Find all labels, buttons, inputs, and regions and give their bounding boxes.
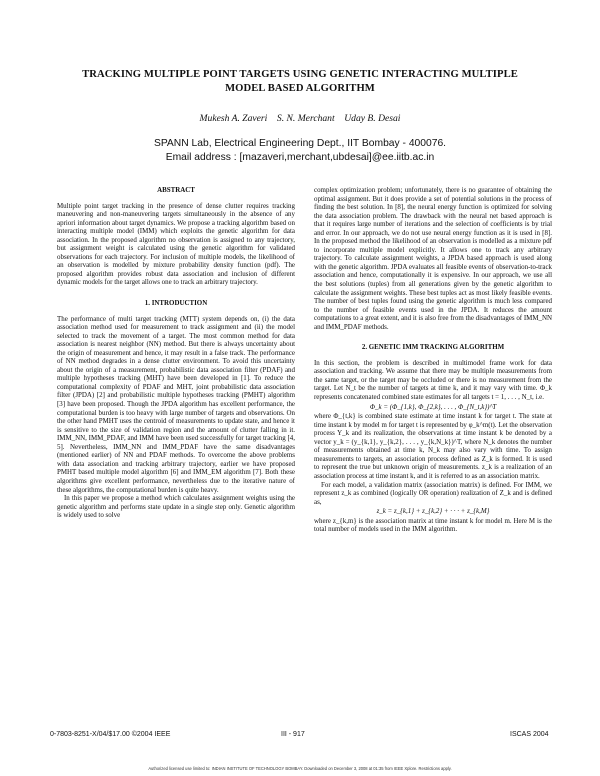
left-column	[57, 186, 295, 520]
section-2-paragraph-2: where Φ_{t,k} is combined state estimate at time instant k for target t. The state at time instant k by model m for target t is represented by φ_k^m(t). Let the observation process Y_k and its realization, the observations at time instant k be denoted by a vector y_k = (y_{k,1}, y_{k,2}, . . . , y_{k,N_k})^T, where N_k denotes the number of measurements obtained at time k, N_k may also vary with time. To assign measurements to targets, an association process defined as Z_k is formed. It is used to represent the true but unknown origin of measurements. z_k is a realization of an association process at time instant k, and it is referred to as an association matrix.	[314, 412, 552, 480]
abstract-text: Multiple point target tracking in the presence of dense clutter requires tracking maneuvering and non-maneuvering targets simultaneously in the absence of any apriori information about target dynamics. We propose a tracking algorithm based on interacting multiple model (IMM) which exploits the genetic algorithm for data association. In the proposed algorithm no observation is assigned to any trajectory, but assignment weight is calculated using the genetic algorithm for validated observations for each trajectory. For inclusion of multiple models, the likelihood of an observation is modelled by mixture probability density function (pdf). The proposed algorithm provides robust data association and inclusion of different dynamic models for the target allows one to track an arbitrary trajectory.	[57, 201, 295, 287]
introduction-paragraph-2: In this paper we propose a method which calculates assignment weights using the genetic algorithm and performs state update in a single step only. Genetic algorithm is widely used to solve	[57, 494, 295, 520]
right-column	[314, 186, 552, 534]
section-2-paragraph-1: In this section, the problem is described in multimodel frame work for data association and tracking. We assume that there may be multiple measurements from the same target, or the target may be occluded or there is no measurement from the target. Let N_t be the number of targets at time k, and it may vary with time. Φ_k represents concatenated combined state estimates for all targets t = 1, . . . , N_t, i.e.	[314, 358, 552, 402]
email-address: Email address : [mazaveri,merchant,ubdesai]@ee.iitb.ac.in	[165, 152, 435, 163]
section-2-paragraph-4: where z_{k,m} is the association matrix at time instant k for model m. Here M is the total number of models used in the IMM algorithm.	[314, 516, 552, 534]
authorized-use-notice: Authorized licensed use limited to: INDIAN INSTITUTE OF TECHNOLOGY BOMBAY. Downloaded on December 3, 2008 at 01:35 from IEEE Xplore. Restrictions apply.	[148, 766, 452, 771]
footer-copyright: 0-7803-8251-X/04/$17.00 ©2004 IEEE	[50, 731, 171, 738]
equation-1: Φ_k = (Φ_{1,k}, Φ_{2,k}, . . . , Φ_{N_t,k})^T	[369, 402, 497, 411]
page-number: III - 917	[281, 731, 305, 738]
authors: Mukesh A. Zaveri S. N. Merchant Uday B. Desai	[199, 113, 401, 124]
title-line-1: TRACKING MULTIPLE POINT TARGETS USING GENETIC INTERACTING MULTIPLE	[82, 69, 518, 80]
abstract-heading: ABSTRACT	[157, 186, 195, 194]
paper-title	[40, 68, 560, 96]
introduction-heading: 1. INTRODUCTION	[144, 299, 208, 308]
title-line-2: MODEL BASED ALGORITHM	[225, 83, 375, 94]
section-2-heading: 2. GENETIC IMM TRACKING ALGORITHM	[361, 343, 505, 352]
equation-2: z_k = z_{k,1} + z_{k,2} + · · · + z_{k,M}	[376, 507, 490, 516]
introduction-paragraph-1: The performance of multi target tracking (MTT) system depends on, (i) the data association method used for measurement to track assignment and (ii) the model selected to track the movement of a target. The most common method for data association is nearest neighbor (NN) method. But there is always uncertainty about the origin of measurement and hence, it may result in a false track. The performance of NN method degrades in a dense clutter environment. To avoid this uncertainty about the origin of a measurement, probabilistic data association filter (PDAF) and multiple hypotheses tracking (MHT) have been developed in [1]. To reduce the computational complexity of PDAF and MHT, joint probabilistic data association filter (JPDA) [2] and probabilistic multiple hypotheses tracking (PMHT) algorithm [3] have been proposed. Though the JPDA algorithm has excellent performance, the computational burden is too heavy with large number of targets and observations. On the other hand PMHT uses the centroid of measurements to update state, and hence it is sensitive to the size of validation region and the amount of clutter falling in it. IMM_NN, IMM_PDAF, and IMM have been used successfully for target tracking [4, 5]. Nevertheless, IMM_NN and IMM_PDAF have the same disadvantages (mentioned earlier) of NN and PDAF methods. To overcome the above problems with data association and tracking arbitrary trajectory, earlier we have proposed PMHT based multiple model algorithm [6] and IMM_EM algorithm [7]. Both these algorithms give excellent performance, nevertheless due to the iterative nature of these algorithms, the computational burden is quite heavy.	[57, 314, 295, 494]
right-paragraph-1: complex optimization problem; unfortunately, there is no guarantee of obtaining the optimal assignment. But it does provide a set of potential solutions in the process of finding the best solution. In [8], the neural energy function is optimized for solving the data association problem. The drawback with the neural net based approach is that it requires large number of iterations and the selection of coefficients is by trial and error. In our approach, we do not use neural energy function as it is used in [8]. In the proposed method the likelihood of an observation is modelled as a mixture pdf to incorporate multiple model explicitly. It allows one to track any arbitrary trajectory. To calculate assignment weights, a JPDA based approach is used along with the genetic algorithm. JPDA evaluates all feasible events of observation-to-track association and hence, computationally it is expensive. In our approach, we use all the best solutions (tuples) from all generations given by the genetic algorithm to calculate the assignment weights. These best tuples act as most likely feasible events. The number of best tuples found using the genetic algorithm is much less compared to the number of feasible events used in the JPDA. It reduces the amount computations to a great extent, and it is also free from the disadvantages of IMM_NN and IMM_PDAF methods.	[314, 186, 552, 331]
section-2-paragraph-3: For each model, a validation matrix (association matrix) is defined. For IMM, we represent z_k as combined (logically OR operation) realization of Z_k and is defined as,	[314, 480, 552, 506]
affiliation-block	[40, 137, 560, 165]
conference-name: ISCAS 2004	[510, 731, 549, 738]
affiliation: SPANN Lab, Electrical Engineering Dept., IIT Bombay - 400076.	[153, 138, 447, 149]
